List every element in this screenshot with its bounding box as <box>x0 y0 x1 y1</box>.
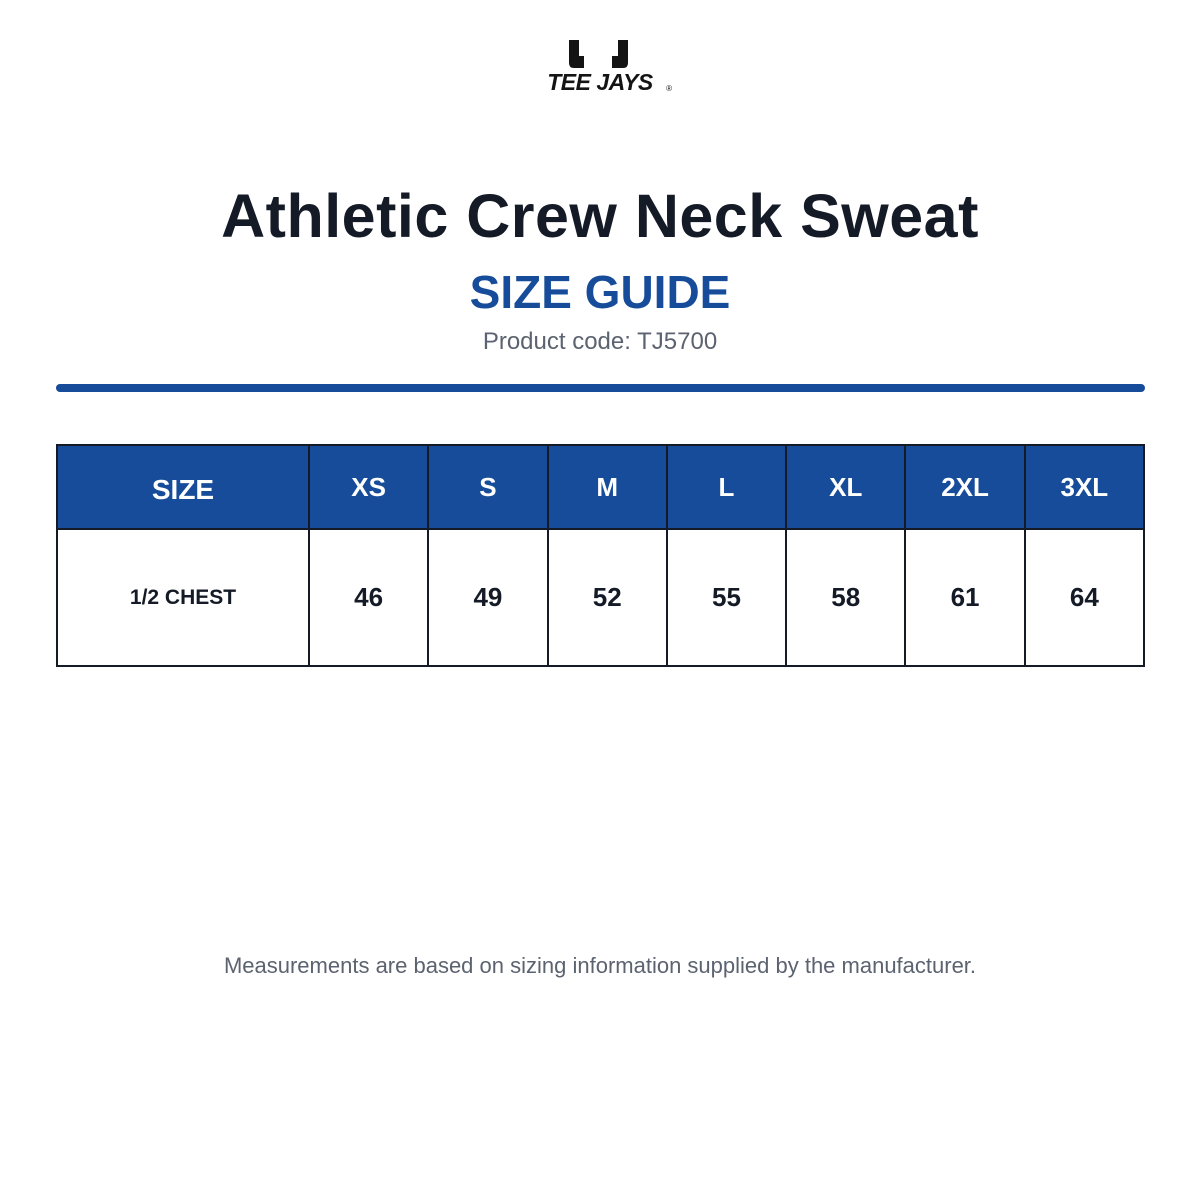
table-cell: 52 <box>548 529 667 666</box>
header-cell-size-option: S <box>428 445 547 529</box>
table-row <box>57 529 1144 666</box>
table-cell: 46 <box>309 529 428 666</box>
table-header-row <box>57 445 1144 529</box>
footnote: Measurements are based on sizing information supplied by the manufacturer. <box>223 953 977 978</box>
table-cell: 61 <box>905 529 1024 666</box>
table-cell: 58 <box>786 529 905 666</box>
header-cell-size-option: 3XL <box>1025 445 1144 529</box>
page-title: Athletic Crew Neck Sweat <box>221 182 979 250</box>
table-cell: 49 <box>428 529 547 666</box>
page-subtitle: SIZE GUIDE <box>469 266 731 318</box>
brand-logo-text: TEE JAYS <box>547 69 653 95</box>
table-cell: 55 <box>667 529 786 666</box>
header-cell-size-option: M <box>548 445 667 529</box>
brand-logo <box>532 38 672 98</box>
table-cell: 64 <box>1025 529 1144 666</box>
product-code: Product code: TJ5700 <box>482 328 718 355</box>
header-cell-size: SIZE <box>57 445 309 529</box>
tj-logo-mark-icon <box>532 38 668 70</box>
size-table <box>56 444 1145 667</box>
registered-mark: ® <box>666 84 672 93</box>
header-cell-size-option: XL <box>786 445 905 529</box>
row-label-chest: 1/2 CHEST <box>57 529 309 666</box>
header-cell-size-option: XS <box>309 445 428 529</box>
header-divider <box>56 384 1145 392</box>
header-cell-size-option: 2XL <box>905 445 1024 529</box>
header-cell-size-option: L <box>667 445 786 529</box>
